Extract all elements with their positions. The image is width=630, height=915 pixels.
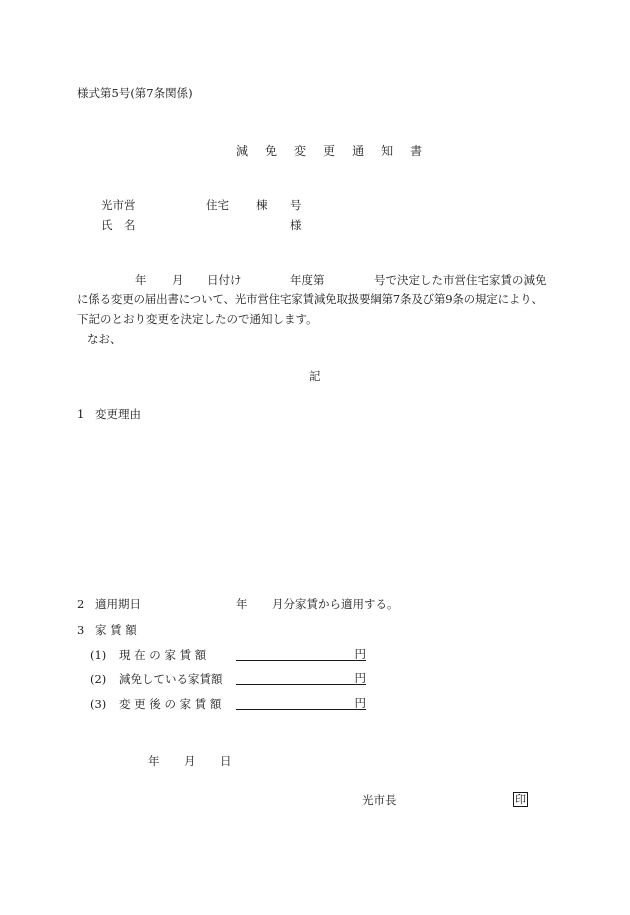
section3-label: 家 賃 額 xyxy=(95,623,137,637)
name-label-2: 名 xyxy=(124,218,136,232)
section3-number: 3 xyxy=(77,623,85,637)
name-label-1: 氏 xyxy=(101,218,113,232)
yen-unit: 円 xyxy=(354,647,366,661)
body-line1-rest: 号で決定した市営住宅家賃の減免 xyxy=(374,273,547,287)
ki-mark: 記 xyxy=(309,369,321,383)
body-line3: 下記のとおり変更を決定したので通知します。 xyxy=(77,312,318,326)
rent-item-label: 減免している家賃額 xyxy=(119,672,223,686)
rent-amount-line xyxy=(236,695,366,710)
yen-unit: 円 xyxy=(354,696,366,710)
title-char: 減 xyxy=(236,144,249,158)
rent-item-label: 変 更 後 の 家 賃 額 xyxy=(119,697,222,711)
section2-rest: 月分家賃から適用する。 xyxy=(272,597,399,611)
date-year: 年 xyxy=(148,754,160,768)
title-char: 知 xyxy=(381,144,394,158)
body-day-attached: 日付け xyxy=(207,273,242,287)
title-char: 変 xyxy=(294,144,307,158)
body-fiscal-year-no: 年度第 xyxy=(290,273,325,287)
seal-mark: 印 xyxy=(515,793,526,806)
section1-label: 変更理由 xyxy=(95,407,141,421)
rent-item-number: (1) xyxy=(90,648,107,662)
title-char: 通 xyxy=(352,144,365,158)
body-line4: なお、 xyxy=(87,332,122,346)
rent-item-label: 現 在 の 家 賃 額 xyxy=(119,648,207,662)
address-building: 棟 xyxy=(256,198,268,212)
section1-number: 1 xyxy=(77,407,85,421)
mayor-title: 光市長 xyxy=(362,793,397,807)
title-char: 書 xyxy=(410,144,423,158)
address-city-housing: 光市営 xyxy=(101,198,136,212)
rent-item-number: (3) xyxy=(90,697,107,711)
body-month: 月 xyxy=(172,273,184,287)
yen-unit: 円 xyxy=(354,671,366,685)
form-label: 様式第5号(第7条関係) xyxy=(77,86,193,100)
rent-item-number: (2) xyxy=(90,672,107,686)
date-month: 月 xyxy=(184,754,196,768)
body-year: 年 xyxy=(135,273,147,287)
title-char: 更 xyxy=(323,144,336,158)
section2-year: 年 xyxy=(236,597,248,611)
address-housing: 住宅 xyxy=(206,198,229,212)
date-day: 日 xyxy=(220,754,232,768)
rent-amount-line xyxy=(236,670,366,685)
rent-amount-line xyxy=(236,646,366,661)
address-number: 号 xyxy=(290,198,302,212)
honorific: 様 xyxy=(290,218,302,232)
section2-label: 適用期日 xyxy=(95,597,141,611)
document-title xyxy=(236,144,422,158)
body-line2: に係る変更の届出書について、光市営住宅家賃減免取扱要綱第7条及び第9条の規定により、 xyxy=(77,292,543,306)
title-char: 免 xyxy=(265,144,278,158)
section2-number: 2 xyxy=(77,597,85,611)
